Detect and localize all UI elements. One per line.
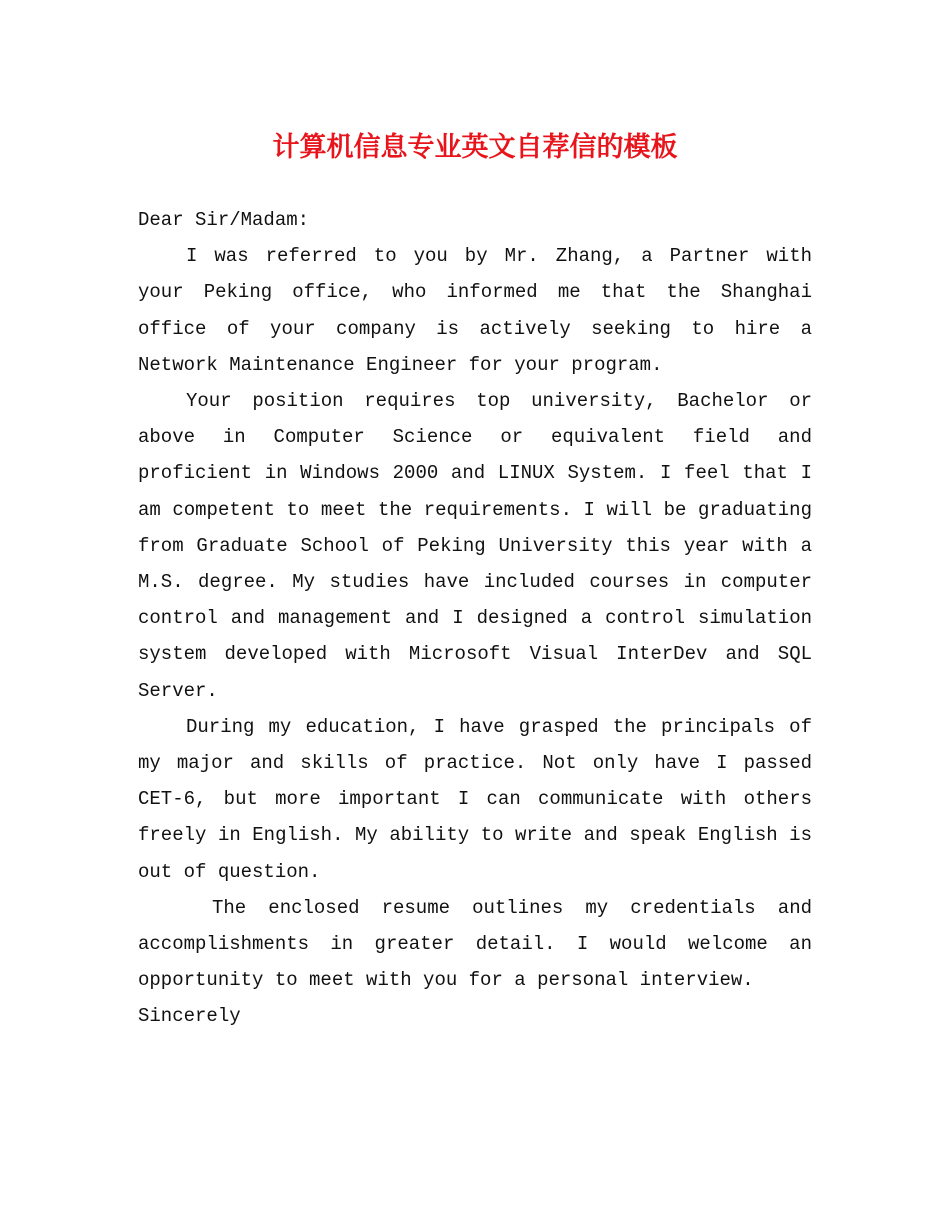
salutation: Dear Sir/Madam: bbox=[138, 209, 310, 231]
paragraph-qualifications: Your position requires top university, Bachelor or above in Computer Science or equivalent field and proficient in Windows 2000 and LINUX System. I feel that I am competent to meet the requirements. I will be graduating from Graduate School of Peking University this year with a M.S. degree. My studies have included courses in computer control and management and I designed a control simulation system developed with Microsoft Visual InterDev and SQL Server. bbox=[138, 390, 812, 702]
paragraph-referral: I was referred to you by Mr. Zhang, a Partner with your Peking office, who informed me that the Shanghai office of your company is actively seeking to hire a Network Maintenance Engineer for your program. bbox=[138, 245, 812, 376]
paragraph-closing-request: The enclosed resume outlines my credentials and accomplishments in greater detail. I would welcome an opportunity to meet with you for a personal interview. bbox=[138, 896, 812, 992]
paragraph-education: During my education, I have grasped the principals of my major and skills of practice. Not only have I passed CET-6, but more important I can communicate with others freely in English. My ability to write and speak English is out of question. bbox=[138, 715, 812, 883]
letter-body bbox=[138, 202, 812, 1035]
closing: Sincerely bbox=[138, 1005, 241, 1028]
document-title: 计算机信息专业英文自荐信的模板 bbox=[272, 132, 678, 163]
